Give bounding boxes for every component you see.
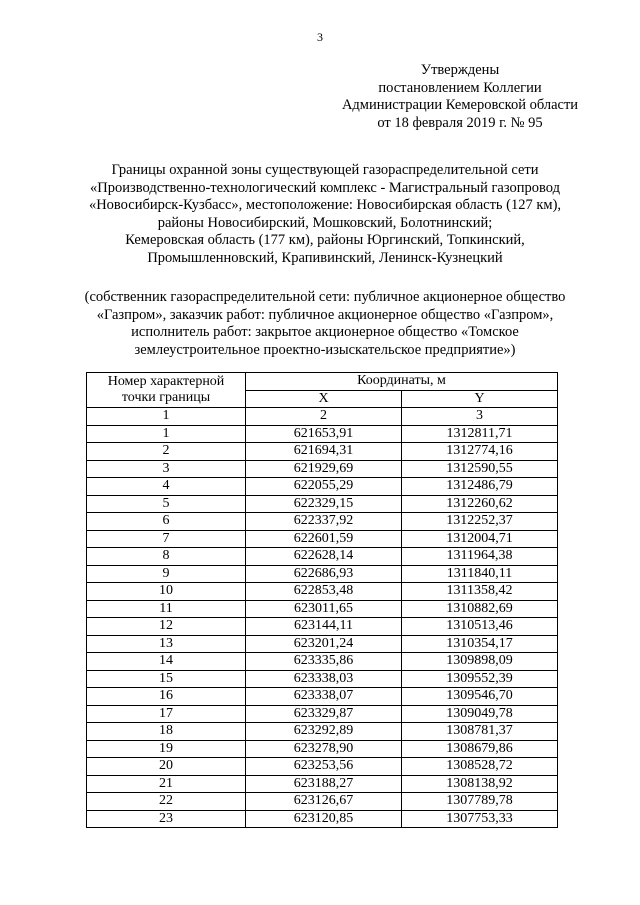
y-coordinate-cell: 1310513,46 (402, 618, 558, 636)
title-line: «Новосибирск-Кузбасс», местоположение: Новосибирская область (127 км), (88, 197, 562, 213)
point-number-cell: 5 (87, 495, 246, 513)
point-number-cell: 10 (87, 583, 246, 601)
y-coordinate-cell: 1308528,72 (402, 758, 558, 776)
header-point-line: точки границы (121, 390, 211, 405)
table-row (87, 460, 558, 478)
x-coordinate-cell: 623335,86 (246, 653, 402, 671)
point-number-cell: 6 (87, 513, 246, 531)
point-number-cell: 15 (87, 670, 246, 688)
y-coordinate-cell: 1310354,17 (402, 635, 558, 653)
title-line: «Производственно-технологический комплекс - Магистральный газопровод (90, 179, 560, 196)
point-number-cell: 1 (87, 425, 246, 443)
index-cell: 2 (246, 408, 402, 426)
approval-line: от 18 февраля 2019 г. № 95 (377, 114, 543, 131)
table-row (87, 425, 558, 443)
subtitle-line: исполнитель работ: закрытое акционерное общество «Томское (131, 324, 519, 340)
x-coordinate-cell: 623338,03 (246, 670, 402, 688)
point-number-cell: 23 (87, 810, 246, 828)
y-coordinate-cell: 1308679,86 (402, 740, 558, 758)
y-coordinate-cell: 1311840,11 (402, 565, 558, 583)
x-coordinate-cell: 623253,56 (246, 758, 402, 776)
subtitle-line: «Газпром», заказчик работ: публичное акционерное общество «Газпром», (96, 306, 554, 323)
point-number-cell: 12 (87, 618, 246, 636)
table-row (87, 705, 558, 723)
y-coordinate-cell: 1312004,71 (402, 530, 558, 548)
y-coordinate-cell: 1312590,55 (402, 460, 558, 478)
x-coordinate-cell: 622601,59 (246, 530, 402, 548)
table-row (87, 793, 558, 811)
y-coordinate-cell: 1307753,33 (402, 810, 558, 828)
x-coordinate-cell: 621694,31 (246, 443, 402, 461)
point-number-cell: 22 (87, 793, 246, 811)
table-body (87, 425, 558, 828)
document-title (60, 162, 590, 267)
point-number-cell: 16 (87, 688, 246, 706)
table-row (87, 530, 558, 548)
point-number-cell: 9 (87, 565, 246, 583)
table-row (87, 600, 558, 618)
coordinates-table (86, 372, 558, 828)
document-subtitle (60, 289, 590, 359)
header-x: X (246, 390, 402, 408)
header-coordinates: Координаты, м (246, 373, 558, 391)
table-row (87, 495, 558, 513)
x-coordinate-cell: 623329,87 (246, 705, 402, 723)
approval-block (330, 62, 590, 132)
y-coordinate-cell: 1310882,69 (402, 600, 558, 618)
x-coordinate-cell: 623278,90 (246, 740, 402, 758)
table-row (87, 653, 558, 671)
point-number-cell: 20 (87, 758, 246, 776)
point-number-cell: 18 (87, 723, 246, 741)
y-coordinate-cell: 1309552,39 (402, 670, 558, 688)
index-cell: 1 (87, 408, 246, 426)
subtitle-line: землеустроительное проектно-изыскательское предприятие») (134, 341, 516, 358)
table-row (87, 775, 558, 793)
point-number-cell: 17 (87, 705, 246, 723)
table-row (87, 513, 558, 531)
table-row (87, 688, 558, 706)
y-coordinate-cell: 1309049,78 (402, 705, 558, 723)
x-coordinate-cell: 622853,48 (246, 583, 402, 601)
y-coordinate-cell: 1312260,62 (402, 495, 558, 513)
y-coordinate-cell: 1311358,42 (402, 583, 558, 601)
point-number-cell: 13 (87, 635, 246, 653)
table-row (87, 583, 558, 601)
x-coordinate-cell: 623144,11 (246, 618, 402, 636)
table-row (87, 670, 558, 688)
table-row (87, 548, 558, 566)
header-point-number (87, 373, 246, 408)
x-coordinate-cell: 621929,69 (246, 460, 402, 478)
approval-line: Администрации Кемеровской области (341, 97, 579, 113)
y-coordinate-cell: 1308781,37 (402, 723, 558, 741)
point-number-cell: 19 (87, 740, 246, 758)
header-point-line: Номер характерной (107, 374, 225, 389)
y-coordinate-cell: 1309546,70 (402, 688, 558, 706)
point-number-cell: 2 (87, 443, 246, 461)
point-number-cell: 11 (87, 600, 246, 618)
table-row (87, 618, 558, 636)
x-coordinate-cell: 622329,15 (246, 495, 402, 513)
point-number-cell: 4 (87, 478, 246, 496)
point-number-cell: 14 (87, 653, 246, 671)
point-number-cell: 21 (87, 775, 246, 793)
table-header-row (87, 373, 558, 391)
y-coordinate-cell: 1311964,38 (402, 548, 558, 566)
table-row (87, 810, 558, 828)
y-coordinate-cell: 1312486,79 (402, 478, 558, 496)
x-coordinate-cell: 622628,14 (246, 548, 402, 566)
title-line: Кемеровская область (177 км), районы Юргинский, Топкинский, (125, 232, 525, 248)
index-cell: 3 (402, 408, 558, 426)
y-coordinate-cell: 1312252,37 (402, 513, 558, 531)
x-coordinate-cell: 623120,85 (246, 810, 402, 828)
title-line: районы Новосибирский, Мошковский, Болотнинский; (157, 214, 493, 231)
point-number-cell: 7 (87, 530, 246, 548)
x-coordinate-cell: 623126,67 (246, 793, 402, 811)
approval-line: Утверждены (420, 62, 500, 78)
page-number: 3 (317, 30, 323, 44)
table-row (87, 478, 558, 496)
y-coordinate-cell: 1307789,78 (402, 793, 558, 811)
table-row (87, 723, 558, 741)
title-line: Границы охранной зоны существующей газораспределительной сети (111, 162, 539, 178)
table-row (87, 565, 558, 583)
approval-line: постановлением Коллегии (378, 79, 542, 96)
y-coordinate-cell: 1312811,71 (402, 425, 558, 443)
table-index-row (87, 408, 558, 426)
title-line: Промышленновский, Крапивинский, Ленинск-Кузнецкий (147, 249, 503, 266)
x-coordinate-cell: 623011,65 (246, 600, 402, 618)
table-row (87, 740, 558, 758)
subtitle-line: (собственник газораспределительной сети: публичное акционерное общество (84, 289, 566, 305)
point-number-cell: 3 (87, 460, 246, 478)
x-coordinate-cell: 622055,29 (246, 478, 402, 496)
x-coordinate-cell: 621653,91 (246, 425, 402, 443)
header-y: Y (402, 390, 558, 408)
x-coordinate-cell: 622337,92 (246, 513, 402, 531)
table-row (87, 758, 558, 776)
x-coordinate-cell: 623292,89 (246, 723, 402, 741)
table-row (87, 443, 558, 461)
y-coordinate-cell: 1308138,92 (402, 775, 558, 793)
y-coordinate-cell: 1312774,16 (402, 443, 558, 461)
x-coordinate-cell: 622686,93 (246, 565, 402, 583)
x-coordinate-cell: 623338,07 (246, 688, 402, 706)
x-coordinate-cell: 623201,24 (246, 635, 402, 653)
point-number-cell: 8 (87, 548, 246, 566)
y-coordinate-cell: 1309898,09 (402, 653, 558, 671)
x-coordinate-cell: 623188,27 (246, 775, 402, 793)
table-row (87, 635, 558, 653)
